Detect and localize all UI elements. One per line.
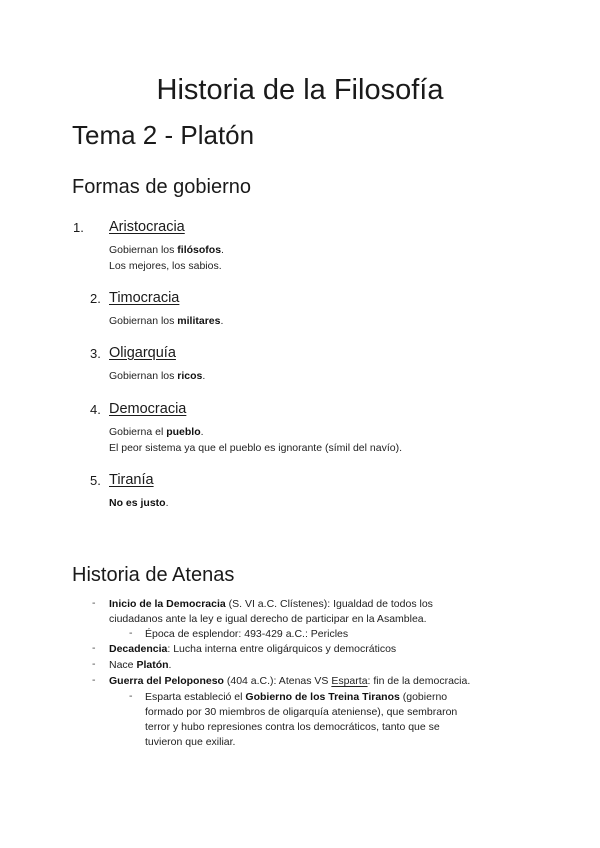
topic-heading: Tema 2 - Platón (72, 120, 255, 150)
bullet-inicio: Inicio de la Democracia (S. VI a.C. Clístenes): Igualdad de todos los (109, 598, 433, 610)
document-title: Historia de la Filosofía (156, 74, 444, 106)
bullet-dash: - (129, 627, 133, 639)
item-desc: Los mejores, los sabios. (109, 260, 222, 272)
item-desc: Gobiernan los militares. (109, 315, 224, 327)
item-title-timocracia: Timocracia (109, 290, 180, 306)
subbullet-tiranos-cont: terror y hubo represiones contra los democráticos, tanto que se (145, 721, 440, 733)
item-desc: El peor sistema ya que el pueblo es ignorante (símil del navío). (109, 442, 402, 454)
list-number: 3. (90, 346, 101, 361)
list-number: 5. (90, 473, 101, 488)
item-title-aristocracia: Aristocracia (109, 219, 185, 235)
bullet-dash: - (92, 642, 96, 654)
bullet-decadencia: Decadencia: Lucha interna entre oligárquicos y democráticos (109, 643, 397, 655)
item-title-democracia: Democracia (109, 401, 187, 417)
subbullet-tiranos-cont: tuvieron que exiliar. (145, 736, 236, 748)
section-heading-formas: Formas de gobierno (72, 176, 251, 198)
bullet-inicio-cont: ciudadanos ante la ley e igual derecho de participar en la Asamblea. (109, 613, 427, 625)
bullet-dash: - (92, 597, 96, 609)
list-number: 4. (90, 402, 101, 417)
bullet-guerra: Guerra del Peloponeso (404 a.C.): Atenas VS Esparta: fin de la democracia. (109, 675, 471, 687)
section-heading-atenas: Historia de Atenas (72, 564, 235, 586)
bullet-dash: - (92, 674, 96, 686)
item-desc: Gobiernan los filósofos. (109, 244, 224, 256)
item-desc: Gobierna el pueblo. (109, 426, 204, 438)
item-desc: Gobiernan los ricos. (109, 370, 206, 382)
subbullet-tiranos-cont: formado por 30 miembros de oligarquía ateniense), que sembraron (145, 706, 458, 718)
item-desc: No es justo. (109, 497, 169, 509)
item-title-tirania: Tiranía (109, 472, 154, 488)
bullet-dash: - (129, 690, 133, 702)
list-number: 1. (73, 220, 84, 235)
bullet-platon: Nace Platón. (109, 659, 172, 671)
bullet-dash: - (92, 658, 96, 670)
subbullet-tiranos: Esparta estableció el Gobierno de los Treina Tiranos (gobierno (145, 691, 448, 703)
list-number: 2. (90, 291, 101, 306)
item-title-oligarquia: Oligarquía (109, 345, 176, 361)
subbullet-esplendor: Época de esplendor: 493-429 a.C.: Pericles (145, 628, 349, 640)
